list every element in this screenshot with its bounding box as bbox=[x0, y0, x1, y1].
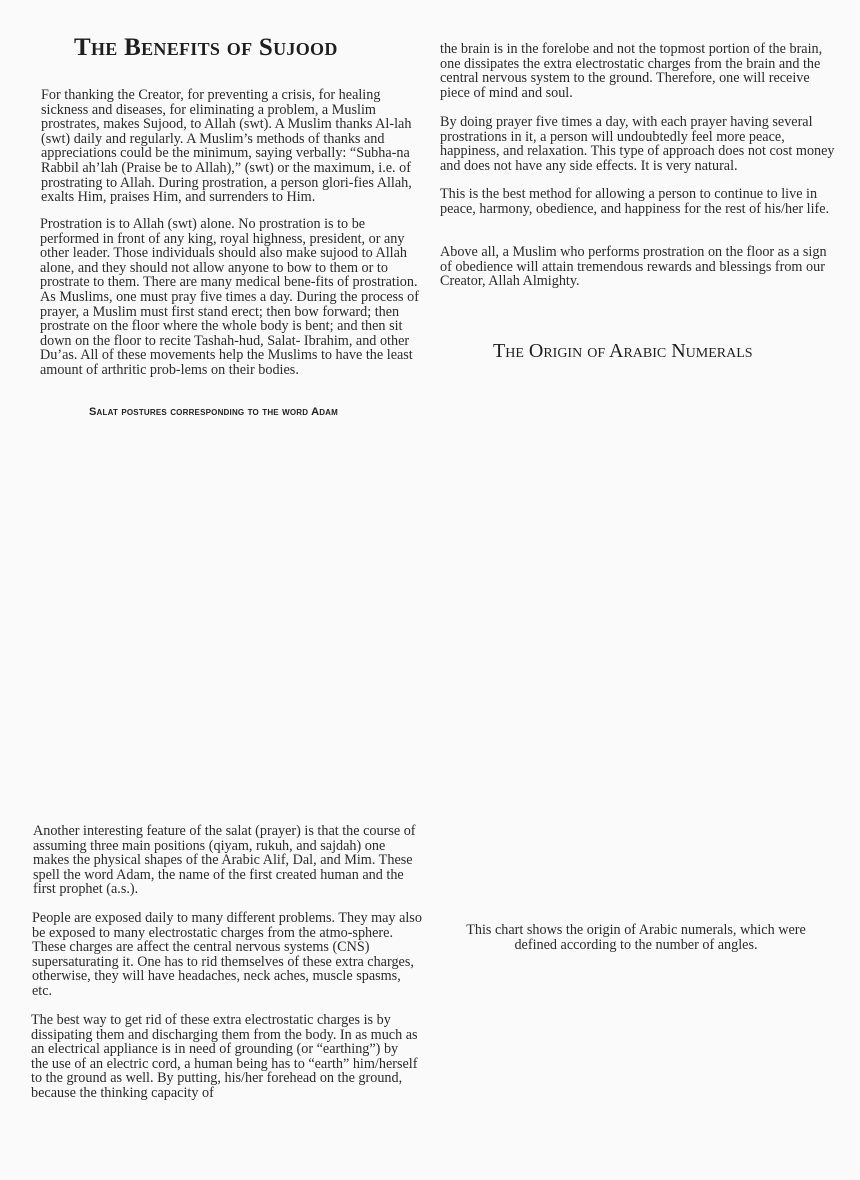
paragraph-salat-shapes-adam: Another interesting feature of the salat (prayer) is that the course of assuming three main positions (qiyam, rukuh, and sajdah) one makes the physical shapes of the Arabic Alif, Dal, and Mim. These spell the word Adam, the name of the first created human and the first prophet (a.s.). bbox=[33, 823, 416, 898]
paragraph-grounding: The best way to get rid of these extra electrostatic charges is by dissipating them and discharging them from the body. In as much as an electrical appliance is in need of grounding (or “earthing”) by the use of an electric cord, a human being has to “earth” him/herself to the ground as well. By putting, his/her forehead on the ground, because the thinking capacity of bbox=[31, 1012, 418, 1101]
article-title: The Benefits of Sujood bbox=[74, 34, 338, 61]
figure-caption-salat-postures: Salat postures corresponding to the word Adam bbox=[89, 406, 339, 418]
section-title-arabic-numerals: The Origin of Arabic Numerals bbox=[493, 340, 753, 362]
paragraph-five-prayers: By doing prayer five times a day, with each prayer having several prostrations in it, a person will undoubtedly feel more peace, happiness, and relaxation. This type of approach does not cost money and does not have any side effects. It is very natural. bbox=[440, 114, 835, 174]
paragraph-brain-forelobe: the brain is in the forelobe and not the topmost portion of the brain, one dissipates the extra electrostatic charges from the brain and the central nervous system to the ground. Therefore, one will receive piece of mind and soul. bbox=[440, 41, 823, 101]
chart-caption-arabic-numerals: This chart shows the origin of Arabic numerals, which were defined according to the number of angles. bbox=[466, 922, 806, 953]
salat-postures-figure-area bbox=[30, 425, 430, 815]
paragraph-thanking-creator: For thanking the Creator, for preventing a crisis, for healing sickness and diseases, for eliminating a problem, a Muslim prostrates, makes Sujood, to Allah (swt). A Muslim thanks Al-lah (swt) daily and regularly. A Muslim’s methods of thanks and appreciations could be the minimum, saying verbally: “Subha-na Rabbil ah’lah (Praise be to Allah),” (swt) or the maximum, i.e. of prostrating to Allah. During prostration, a person glori-fies Allah, exalts Him, praises Him, and surrenders to Him. bbox=[41, 87, 412, 206]
paragraph-electrostatic-problems: People are exposed daily to many different problems. They may also be exposed to many electrostatic charges from the atmo-sphere. These charges are affect the central nervous systems (CNS) supersaturating it. One has to rid themselves of these extra charges, otherwise, they will have headaches, neck aches, muscle spasms, etc. bbox=[32, 910, 422, 999]
paragraph-above-all: Above all, a Muslim who performs prostration on the floor as a sign of obedience will attain tremendous rewards and blessings from our Creator, Allah Almighty. bbox=[440, 244, 827, 290]
paragraph-best-method: This is the best method for allowing a person to continue to live in peace, harmony, obedience, and happiness for the rest of his/her life. bbox=[440, 186, 830, 217]
paragraph-prostration-allah-alone: Prostration is to Allah (swt) alone. No prostration is to be performed in front of any king, royal highness, president, or any other leader. Those individuals should also make sujood to Allah alone, and they should not allow anyone to bow to them or to prostrate to them. There are many medical bene-fits of prostration. As Muslims, one must pray five times a day. During the process of prayer, a Muslim must first stand erect; then bow forward; then prostrate on the floor where the whole body is bent; and then sit down on the floor to recite Tashah-hud, Salat- Ibrahim, and other Du’as. All of these movements help the Muslims to have the least amount of arthritic prob-lems on their bodies. bbox=[40, 216, 419, 378]
arabic-numerals-chart-area bbox=[440, 375, 840, 915]
